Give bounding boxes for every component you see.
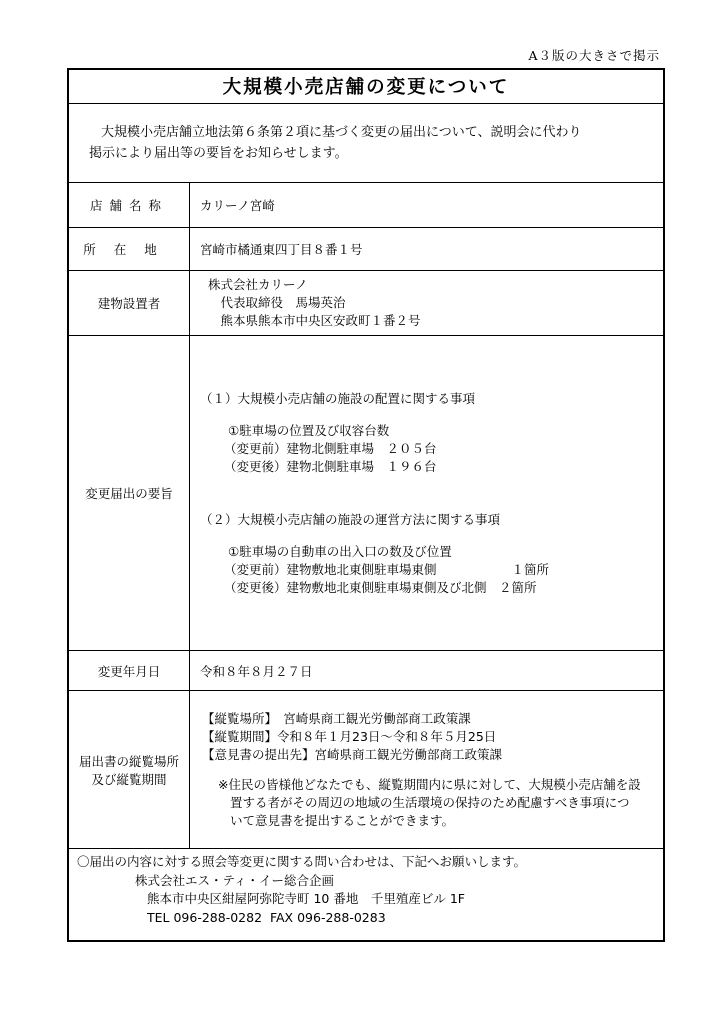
row-change-date [69,651,663,691]
summary-label: 変更届出の要旨 [69,336,190,651]
row-builder [69,271,663,336]
summary-section-2-after: （変更後）建物敷地北東側駐車場東側及び北側 ２箇所 [224,579,537,595]
location-value: 宮崎市橘通東四丁目８番１号 [190,228,664,271]
notice-table [69,182,663,849]
contact-phone-fax: TEL 096-288-0282 FAX 096-288-0283 [147,909,386,925]
summary-value [190,336,664,651]
builder-representative: 代表取締役 馬場英治 [208,295,346,310]
intro-line-2: 掲示により届出等の要旨をお知らせします。 [89,146,348,161]
page-title: 大規模小売店舗の変更について [222,77,510,98]
summary-section-2-title: （２）大規模小売店舗の施設の運営方法に関する事項 [200,511,501,527]
summary-section-2-item: ①駐車場の自動車の出入口の数及び位置 [228,543,452,559]
store-name-value: カリーノ宮崎 [190,183,664,228]
row-store-name [69,183,663,228]
inspection-place: 【縦覧場所】 宮崎県商工観光労働部商工政策課 [202,710,471,726]
builder-address: 熊本県熊本市中央区安政町１番２号 [208,313,421,328]
inspection-submit: 【意見書の提出先】宮崎県商工観光労働部商工政策課 [202,746,503,762]
summary-section-1-item: ①駐車場の位置及び収容台数 [228,422,390,438]
builder-company: 株式会社カリーノ [208,277,308,292]
notice-frame [67,68,665,942]
contact-intro: 〇届出の内容に対する照会等変更に関する問い合わせは、下記へお願いします。 [77,854,527,869]
contact-company: 株式会社エス・ティ・イー総合企画 [135,872,335,888]
summary-section-1-after: （変更後）建物北側駐車場 １９６台 [224,458,437,474]
change-date-value: 令和８年８月２７日 [190,651,664,691]
builder-value [190,271,664,336]
summary-section-1-before: （変更前）建物北側駐車場 ２０５台 [224,440,437,456]
display-size-note: A３版の大きさで掲示 [528,48,660,63]
inspection-note-3: いて意見書を提出することができます。 [230,812,455,828]
inspection-note-2: 置する者がその周辺の地域の生活環境の保持のため配慮すべき事項につ [230,794,630,810]
location-label: 所在地 [69,228,190,271]
inspection-note-1: ※住民の皆様他どなたでも、縦覧期間内に県に対して、大規模小売店舗を設 [218,776,641,792]
row-location [69,228,663,271]
intro-text [89,122,645,164]
contact-address: 熊本市中央区紺屋阿弥陀寺町 10 番地 千里殖産ビル 1F [147,891,465,906]
inspection-value [190,691,664,849]
row-summary [69,336,663,651]
intro-line-1: 大規模小売店舗立地法第６条第２項に基づく変更の届出について、説明会に代わり [101,125,582,140]
inspection-label-line-2: 及び縦覧期間 [91,771,167,787]
summary-section-1-title: （１）大規模小売店舗の施設の配置に関する事項 [200,390,476,406]
inspection-label-line-1: 届出書の縦覧場所 [78,753,179,769]
change-date-label: 変更年月日 [69,651,190,691]
row-inspection [69,691,663,849]
title-divider [69,103,663,104]
inspection-period: 【縦覧期間】令和８年１月23日～令和８年５月25日 [202,728,497,744]
inspection-label [69,691,190,849]
builder-label: 建物設置者 [69,271,190,336]
store-name-label: 店舗名称 [69,183,190,228]
summary-section-2-before: （変更前）建物敷地北東側駐車場東側 １箇所 [224,561,550,577]
contact-footer [77,853,653,927]
